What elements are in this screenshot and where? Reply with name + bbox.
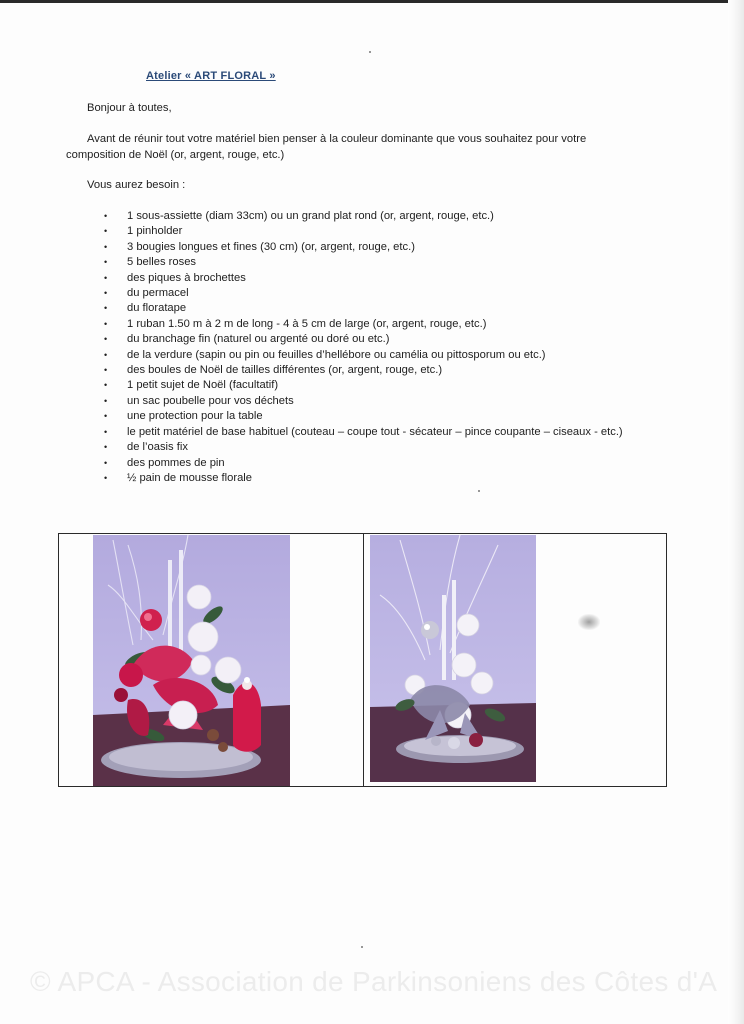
red-arrangement-photo xyxy=(93,535,290,786)
supplies-heading: Vous aurez besoin : xyxy=(87,179,186,191)
paper-speck xyxy=(369,51,371,53)
supply-item: • des piques à brochettes xyxy=(104,271,623,286)
supply-item: • 1 sous-assiette (diam 33cm) ou un grand plat rond (or, argent, rouge, etc.) xyxy=(104,209,623,224)
supply-item: • le petit matériel de base habituel (couteau – coupe tout - sécateur – pince coupante – ciseaux - etc.) xyxy=(104,425,623,440)
supply-item: • du floratape xyxy=(104,301,623,316)
photo-table xyxy=(58,533,667,787)
supply-item: • des pommes de pin xyxy=(104,456,623,471)
paper-speck xyxy=(478,490,480,492)
watermark: © APCA - Association de Parkinsoniens des Côtes d'A xyxy=(30,966,718,997)
supply-item: • 5 belles roses xyxy=(104,255,623,270)
supply-item: • des boules de Noël de tailles différentes (or, argent, rouge, etc.) xyxy=(104,363,623,378)
supply-item: • de l’oasis fix xyxy=(104,440,623,455)
supply-item: • de la verdure (sapin ou pin ou feuilles d’hellébore ou camélia ou pittosporum ou etc.) xyxy=(104,348,623,363)
supply-item: • ½ pain de mousse florale xyxy=(104,471,623,486)
supplies-list xyxy=(104,209,623,486)
supply-item: • du branchage fin (naturel ou argenté ou doré ou etc.) xyxy=(104,332,623,347)
greeting: Bonjour à toutes, xyxy=(87,102,172,114)
document-title: Atelier « ART FLORAL » xyxy=(146,70,276,82)
supply-item: • 1 petit sujet de Noël (facultatif) xyxy=(104,378,623,393)
intro-paragraph: Avant de réunir tout votre matériel bien penser à la couleur dominante que vous souhaitez pour votre composition de Noël (or, argent, rouge, etc.) xyxy=(66,133,587,161)
supply-item: • 3 bougies longues et fines (30 cm) (or, argent, rouge, etc.) xyxy=(104,240,623,255)
silver-arrangement-photo xyxy=(370,535,536,782)
supply-item: • du permacel xyxy=(104,286,623,301)
page-right-edge xyxy=(728,0,744,1024)
supply-item: • un sac poubelle pour vos déchets xyxy=(104,394,623,409)
paper-speck xyxy=(361,946,363,948)
page-top-edge xyxy=(0,0,744,3)
paper-smudge xyxy=(578,614,600,630)
supply-item: • une protection pour la table xyxy=(104,409,623,424)
supply-item: • 1 ruban 1.50 m à 2 m de long - 4 à 5 cm de large (or, argent, rouge, etc.) xyxy=(104,317,623,332)
supply-item: • 1 pinholder xyxy=(104,224,623,239)
table-divider xyxy=(363,534,364,786)
